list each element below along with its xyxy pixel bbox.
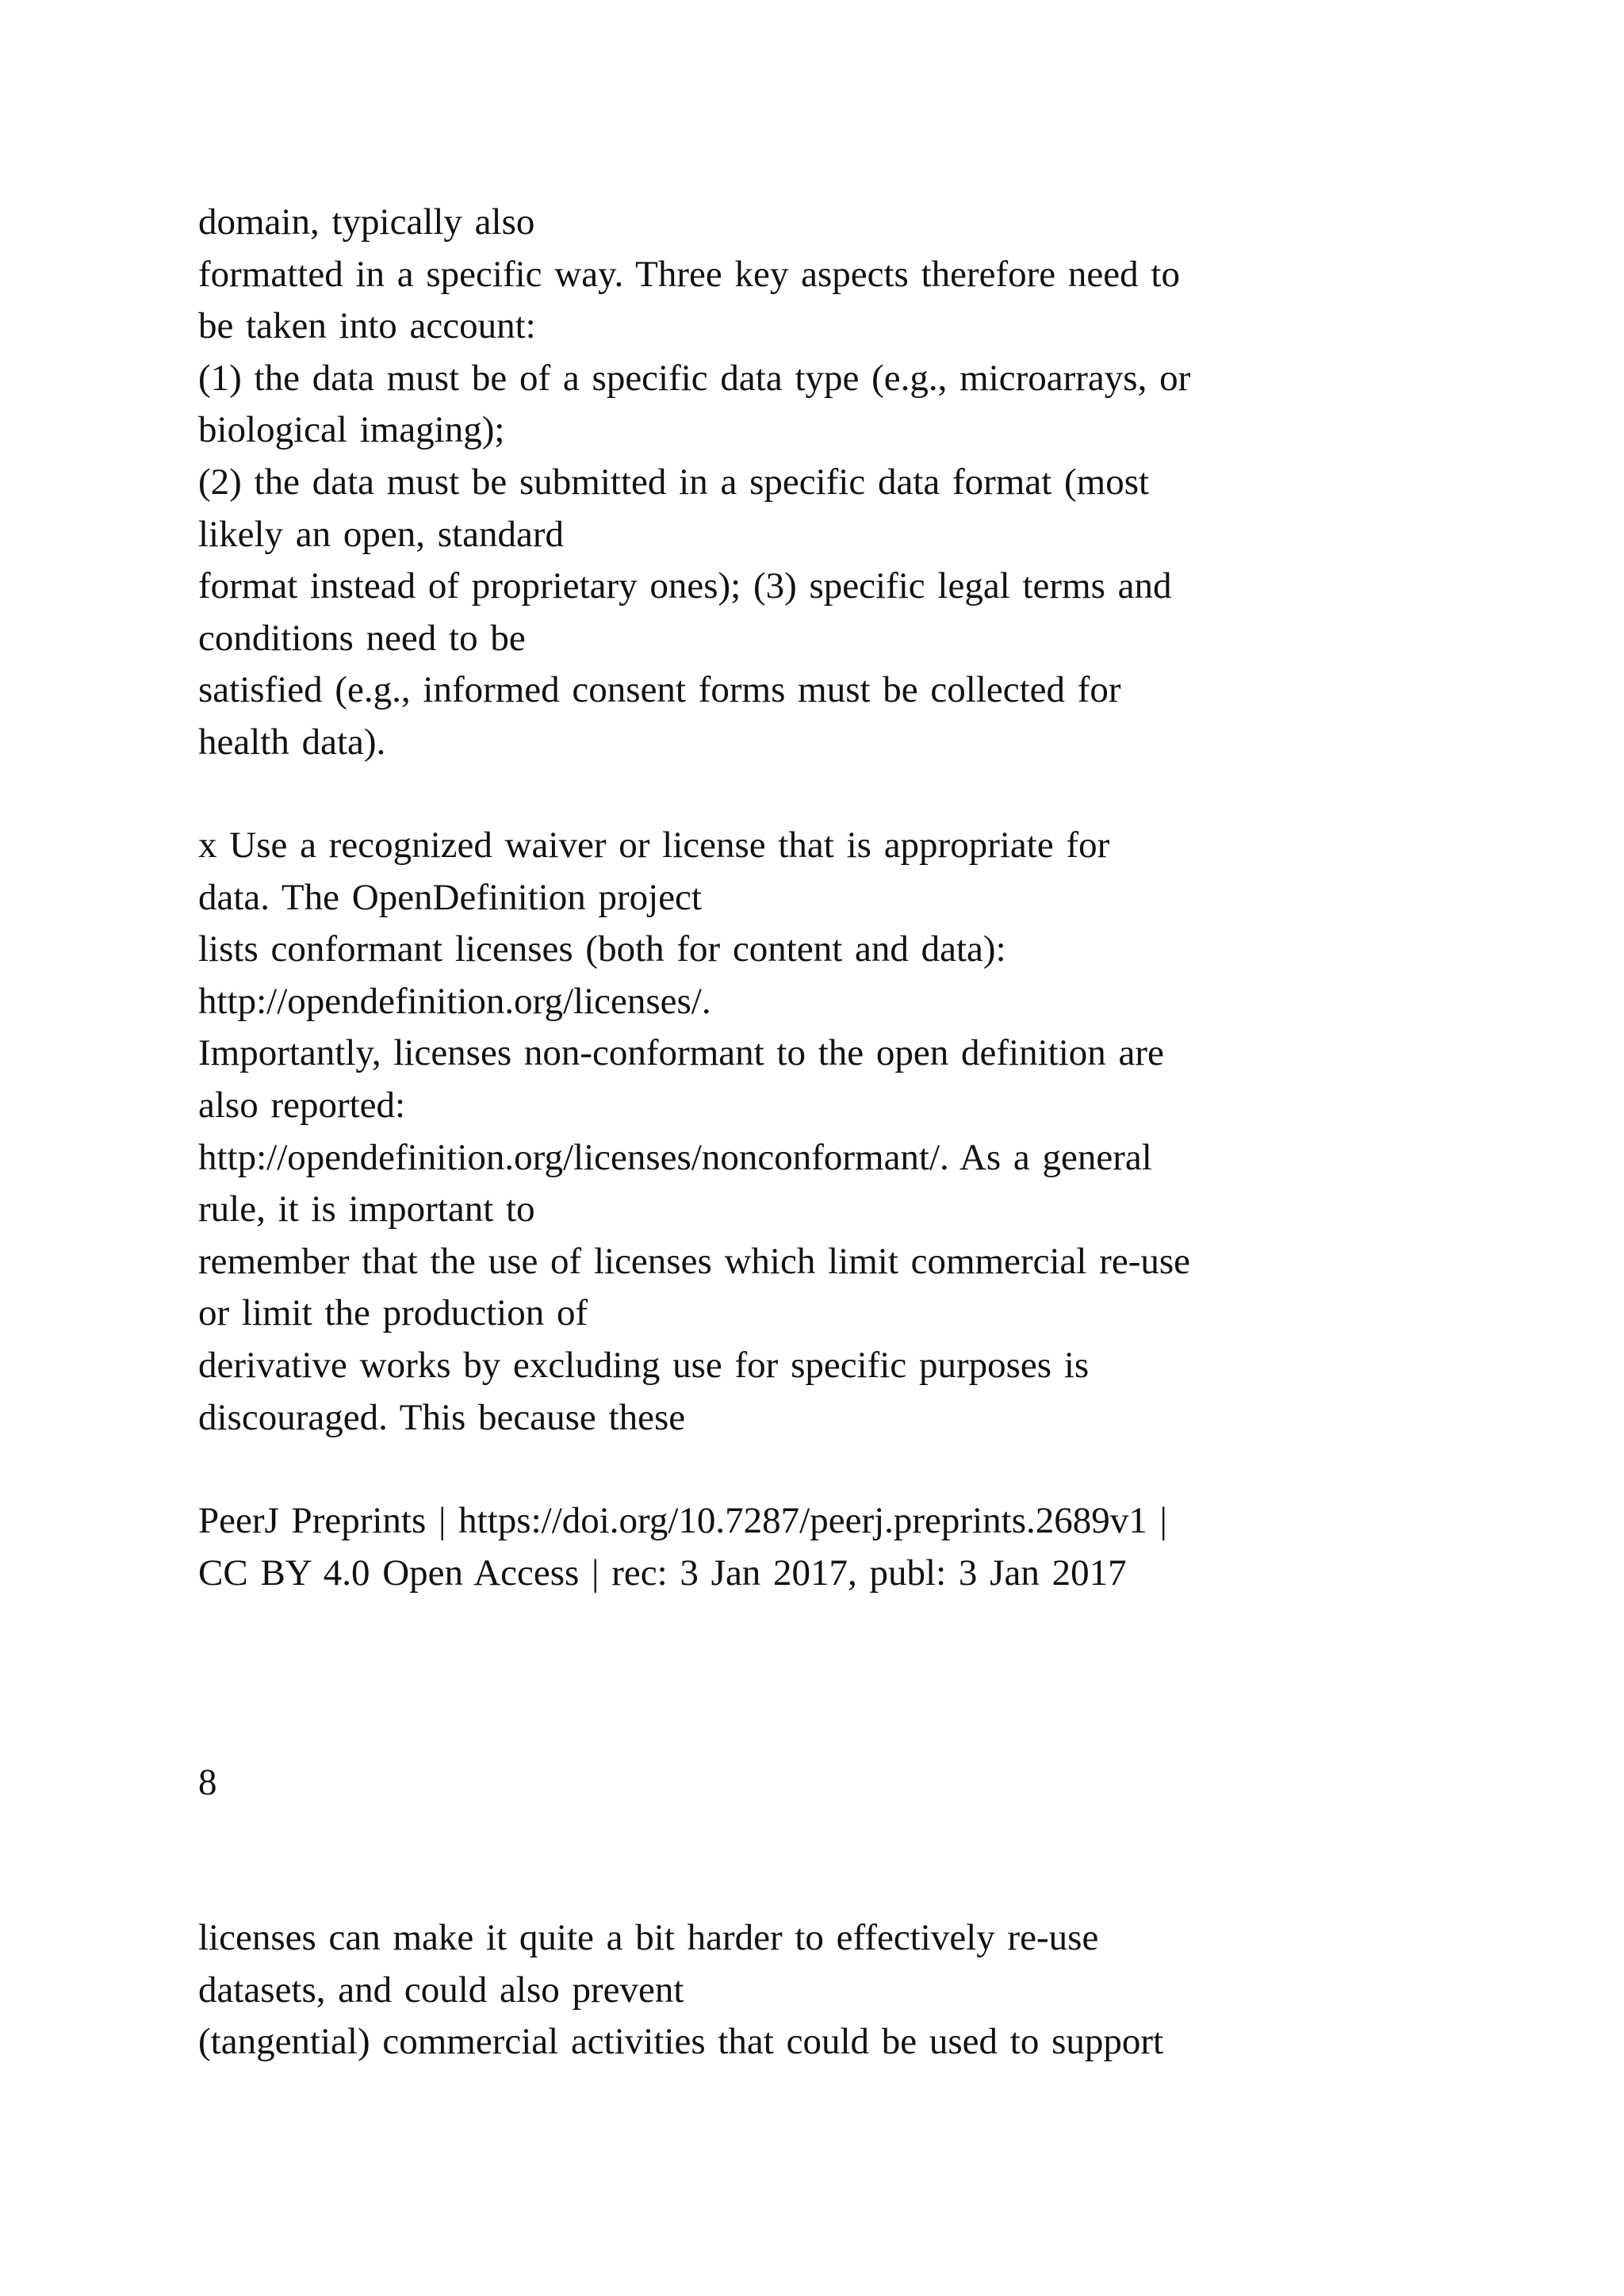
text-line: discouraged. This because these bbox=[198, 1396, 686, 1438]
text-line-url: http://opendefinition.org/licenses/nonconformant/. As a general bbox=[198, 1136, 1152, 1178]
text-line: (1) the data must be of a specific data type (e.g., microarrays, or bbox=[198, 357, 1191, 399]
page-number bbox=[198, 1757, 1515, 1809]
paragraph-license-guidance bbox=[198, 820, 1515, 1444]
page-number-text: 8 bbox=[198, 1762, 217, 1803]
text-line: health data). bbox=[198, 721, 386, 763]
text-line-url: http://opendefinition.org/licenses/. bbox=[198, 980, 711, 1022]
preprint-footer bbox=[198, 1495, 1515, 1599]
text-line: biological imaging); bbox=[198, 409, 505, 451]
text-line: lists conformant licenses (both for content and data): bbox=[198, 928, 1006, 970]
text-line: (2) the data must be submitted in a specific data format (most bbox=[198, 461, 1150, 503]
text-line: be taken into account: bbox=[198, 305, 536, 347]
text-line: remember that the use of licenses which limit commercial re-use bbox=[198, 1240, 1191, 1282]
text-line: licenses can make it quite a bit harder to effectively re-use bbox=[198, 1917, 1099, 1958]
text-line: format instead of proprietary ones); (3) specific legal terms and bbox=[198, 565, 1172, 607]
text-line: Importantly, licenses non-conformant to the open definition are bbox=[198, 1032, 1164, 1074]
footer-line: PeerJ Preprints | https://doi.org/10.7287/peerj.preprints.2689v1 | bbox=[198, 1500, 1167, 1541]
text-line: rule, it is important to bbox=[198, 1188, 535, 1230]
text-line: also reported: bbox=[198, 1084, 406, 1126]
paragraph-license-continuation bbox=[198, 1912, 1515, 2068]
text-line: or limit the production of bbox=[198, 1292, 588, 1334]
text-line: data. The OpenDefinition project bbox=[198, 876, 702, 918]
text-line: satisfied (e.g., informed consent forms must be collected for bbox=[198, 669, 1121, 711]
text-line: conditions need to be bbox=[198, 617, 526, 659]
footer-line: CC BY 4.0 Open Access | rec: 3 Jan 2017, publ: 3 Jan 2017 bbox=[198, 1552, 1127, 1594]
text-line: (tangential) commercial activities that could be used to support bbox=[198, 2021, 1164, 2063]
paragraph-data-requirements bbox=[198, 197, 1515, 769]
text-line: formatted in a specific way. Three key aspects therefore need to bbox=[198, 253, 1180, 295]
text-line: datasets, and could also prevent bbox=[198, 1969, 684, 2011]
text-line: domain, typically also bbox=[198, 201, 535, 243]
text-line: derivative works by excluding use for specific purposes is bbox=[198, 1344, 1090, 1386]
text-line: likely an open, standard bbox=[198, 513, 564, 555]
text-line: x Use a recognized waiver or license that is appropriate for bbox=[198, 825, 1110, 866]
